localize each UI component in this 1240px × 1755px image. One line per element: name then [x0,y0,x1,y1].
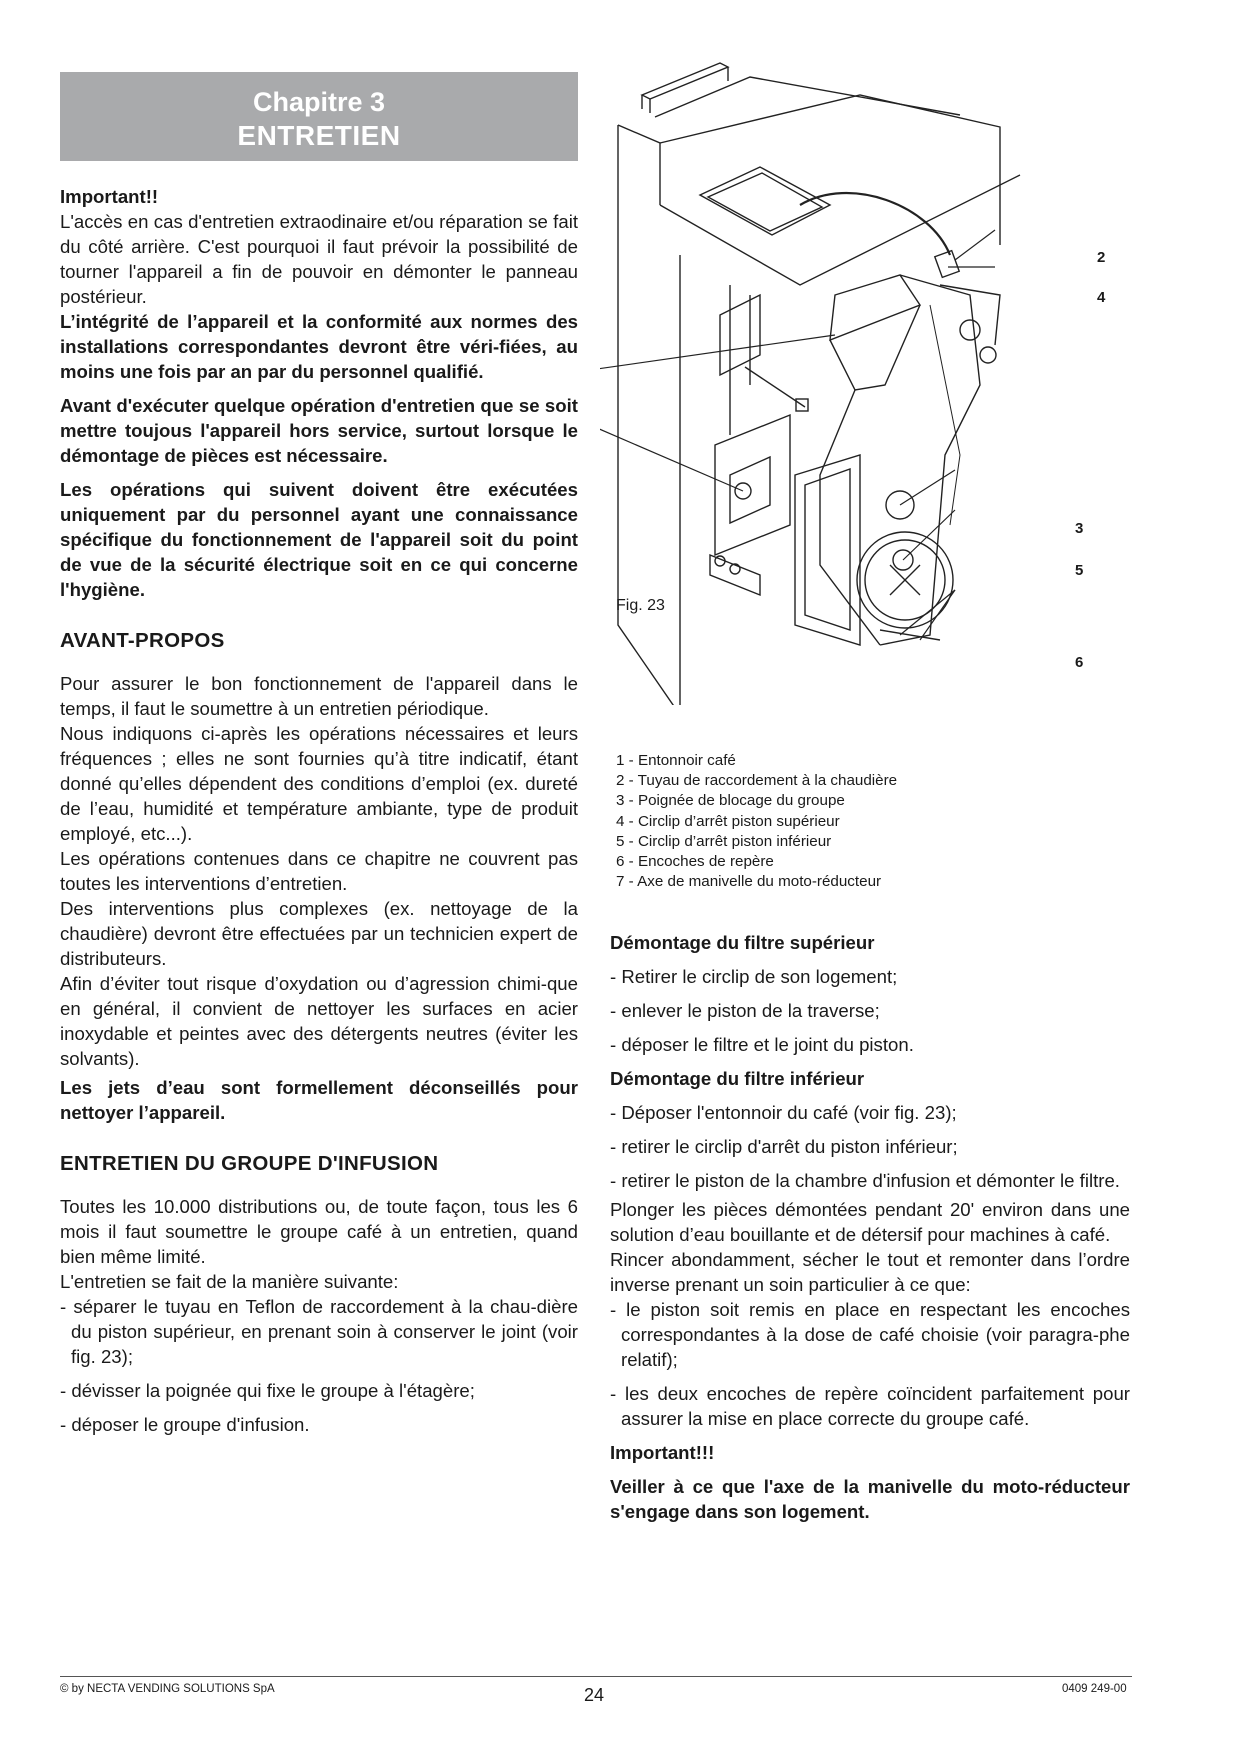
legend-item: 7 - Axe de manivelle du moto-réducteur [616,873,882,891]
avant-paragraph-2: Nous indiquons ci-après les opérations nécessaires et leurs fréquences ; elles ne sont fournies qu’à titre indicatif, étant donné qu’elles dépendent des conditions d’emploi (ex. dureté de l’eau, humidité et température ambiante, type de produit employé, etc...). [60,723,578,844]
list-item: - enlever le piston de la traverse; [610,1000,880,1021]
legend-item: 3 - Poignée de blocage du groupe [616,792,845,810]
bracket-outline [730,457,770,523]
list-item: - retirer le circlip d'arrêt du piston inférieur; [610,1136,958,1157]
list-item: - Retirer le circlip de son logement; [610,966,898,987]
important-title: Important!! [60,186,159,207]
right-column [610,930,1130,1524]
body-outline [660,175,1020,285]
integrity-note: L’intégrité de l’appareil et la conformité aux normes des installations correspondantes devront être véri-fiées, au moins une fois par an par du personnel qualifié. [60,311,578,382]
avant-paragraph-3: Les opérations contenues dans ce chapitre ne couvrent pas toutes les interventions d’entretien. [60,848,578,894]
figure-label: Fig. 23 [616,597,665,614]
footer-divider [60,1676,1132,1677]
legend-item: 1 - Entonnoir café [616,752,736,769]
subheading-filtre-inferieur: Démontage du filtre inférieur [610,1068,865,1089]
callout-2: 2 [1097,249,1106,266]
motor-housing [805,469,850,630]
crank-axis-warning: Veiller à ce que l'axe de la manivelle du moto-réducteur s'engage dans son logement. [610,1476,1130,1522]
list-item: - les deux encoches de repère coïncident parfaitement pour assurer la mise en place correcte du groupe café. [610,1383,1130,1429]
chapter-number: Chapitre 3 [252,87,386,117]
personnel-note: Les opérations qui suivent doivent être exécutées uniquement par du personnel ayant une connaissance spécifique du fonctionnement de l'appareil soit du point de vue de la sécurité électrique soit en ce qui concerne l'hygiène. [60,479,578,600]
pivot-shape [980,347,996,363]
body-outline [660,95,1000,245]
callout-4: 4 [1097,289,1106,306]
important-text: L'accès en cas d'entretien extraodinaire et/ou réparation se fait du côté arrière. C'est pourquoi il faut prévoir la possibilité de tourner l'appareil a fin de pouvoir en démonter le panneau postérieur. [60,211,578,307]
list-item: - dévisser la poignée qui fixe le groupe à l'étagère; [60,1380,475,1401]
leader-line-3 [900,470,955,505]
rinse-paragraph-2: Rincer abondamment, sécher le tout et remonter dans l’ordre inverse prenant un soin particulier à ce que: [610,1249,1130,1295]
circlip-upper [960,320,980,340]
bracket-outline [715,415,790,555]
legend-item: 4 - Circlip d’arrêt piston supérieur [616,812,840,830]
group-frame [940,285,1000,345]
panel-outline [720,295,760,375]
list-item: - Déposer l'entonnoir du café (voir fig. 23); [610,1102,957,1123]
water-jet-warning: Les jets d’eau sont formellement déconseillés pour nettoyer l’appareil. [60,1077,578,1123]
list-item: - déposer le filtre et le joint du piston. [610,1034,914,1055]
list-item: - séparer le tuyau en Teflon de raccordement à la chau-dière du piston supérieur, en prenant soin à conserver le joint (voir fig. 23); [60,1296,578,1367]
pipe-path [800,193,950,255]
section-heading-avant-propos: AVANT-PROPOS [60,629,225,652]
figure-legend [616,751,1136,892]
avant-paragraph-5: Afin d’éviter tout risque d’oxydation ou d’agression chimi-que en général, il convient de nettoyer les surfaces en acier inoxydable et peintes avec des détergents neutres (éviter les solvants). [60,973,578,1069]
pipe-nut [935,251,959,278]
footer-code: 0409 249-00 [1062,1683,1127,1695]
leader-line-1 [600,335,835,370]
leader-line-2 [955,230,995,260]
rail-shape [655,77,960,117]
left-column [60,184,578,1437]
funnel-body [830,305,920,390]
callout-5: 5 [1075,562,1084,579]
important-title-2: Important!!! [610,1442,715,1463]
safety-note: Avant d'exécuter quelque opération d'entretien que se soit mettre toujous l'appareil hors service, surtout lorsque le démontage de pièces est nécessaire. [60,395,578,466]
body-outline [730,285,750,435]
list-item: - retirer le piston de la chambre d'infusion et démonter le filtre. [610,1170,1120,1191]
chapter-title: ENTRETIEN [237,120,401,151]
figure-23-drawing [600,55,1140,705]
body-outline [618,125,660,205]
funnel-top [830,275,920,340]
avant-paragraph-4: Des interventions plus complexes (ex. nettoyage de la chaudière) devront être effectuées par un technicien expert de distributeurs. [60,898,578,969]
legend-item: 5 - Circlip d’arrêt piston inférieur [616,832,832,850]
leader-line-7 [600,425,743,491]
rinse-paragraph-1: Plonger les pièces démontées pendant 20' environ dans une solution d’eau bouillante et de détersif pour machines à café. [610,1199,1130,1245]
list-item: - le piston soit remis en place en respectant les encoches correspondantes à la dose de café choisie (voir paragra-phe relatif); [610,1299,1130,1370]
groupe-paragraph-2: L'entretien se fait de la manière suivante: [60,1271,399,1292]
footer-copyright: © by NECTA VENDING SOLUTIONS SpA [60,1683,275,1695]
page-number: 24 [584,1685,605,1705]
rail-shape [642,63,728,99]
groupe-paragraph-1: Toutes les 10.000 distributions ou, de toute façon, tous les 6 mois il faut soumettre le groupe café à un entretien, quand bien même limité. [60,1196,578,1267]
list-item: - déposer le groupe d'infusion. [60,1414,310,1435]
section-heading-groupe: ENTRETIEN DU GROUPE D'INFUSION [60,1152,439,1175]
legend-item: 6 - Encoches de repère [616,853,774,871]
leader-line-5 [903,510,955,560]
bracket-foot [710,555,760,595]
legend-item: 2 - Tuyau de raccordement à la chaudière [616,772,898,790]
subheading-filtre-superieur: Démontage du filtre supérieur [610,932,875,953]
callout-6: 6 [1075,654,1084,671]
group-frame [930,305,960,525]
chapter-header [60,72,578,161]
callout-3: 3 [1075,520,1084,537]
avant-paragraph-1: Pour assurer le bon fonctionnement de l'appareil dans le temps, il faut le soumettre à un entretien périodique. [60,673,578,719]
body-outline [618,125,680,705]
